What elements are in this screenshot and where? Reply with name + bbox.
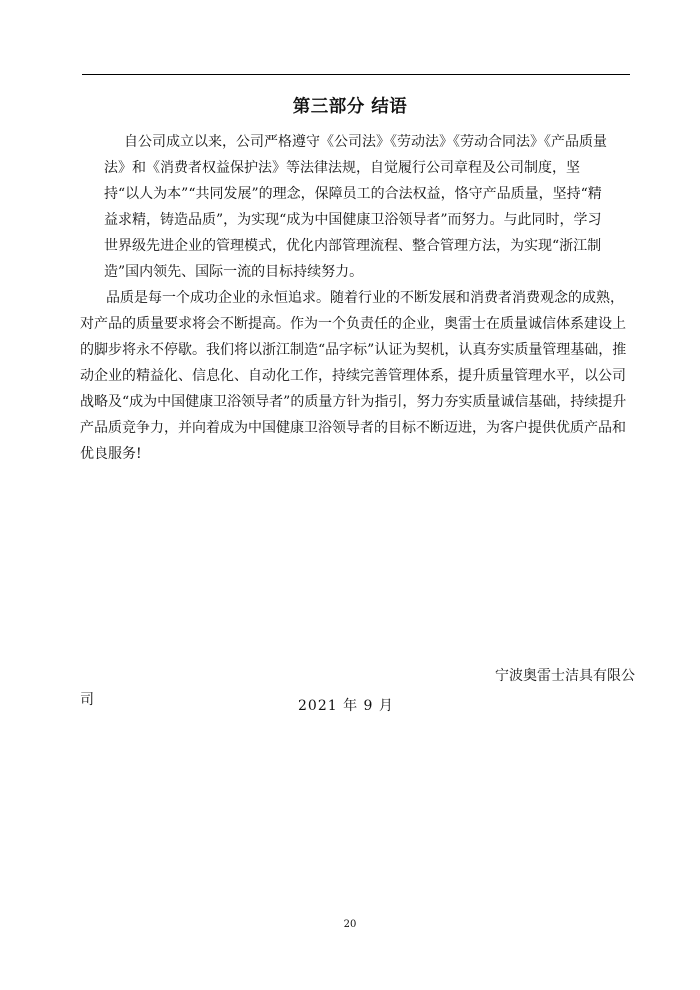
page-number: 20: [343, 919, 357, 930]
signature-company: 宁波奥雷士洁具有限公司: [80, 668, 635, 708]
paragraph-intro: 自公司成立以来，公司严格遵守《公司法》《劳动法》《劳动合同法》《产品质量法》和《消费者权益保护法》等法律法规，自觉履行公司章程及公司制度，坚持“以人为本”“共同发展”的理念，保障员工的合法权益，恪守产品质量，坚持“精益求精，铸造品质”，为实现“成为中国健康卫浴领导者”而努力。与此同时，学习世界级先进企业的管理模式，优化内部管理流程、整合管理方法，为实现“浙江制造”国内领先、国际一流的目标持续努力。: [104, 134, 607, 280]
signature-date: 2021 年 9 月: [298, 698, 394, 714]
header-rule: [82, 74, 630, 75]
paragraph-quality: 品质是每一个成功企业的永恒追求。随着行业的不断发展和消费者消费观念的成熟，对产品的质量要求将会不断提高。作为一个负责任的企业，奥雷士在质量诚信体系建设上的脚步将永不停歇。我们将以浙江制造“品字标”认证为契机，认真夯实质量管理基础，推动企业的精益化、信息化、自动化工作，持续完善管理体系，提升质量管理水平，以公司战略及“成为中国健康卫浴领导者”的质量方针为指引，努力夯实质量诚信基础，持续提升产品质竞争力，并向着成为中国健康卫浴领导者的目标不断迈进，为客户提供优质产品和优良服务!: [80, 290, 627, 462]
section-title: 第三部分 结语: [292, 97, 408, 117]
